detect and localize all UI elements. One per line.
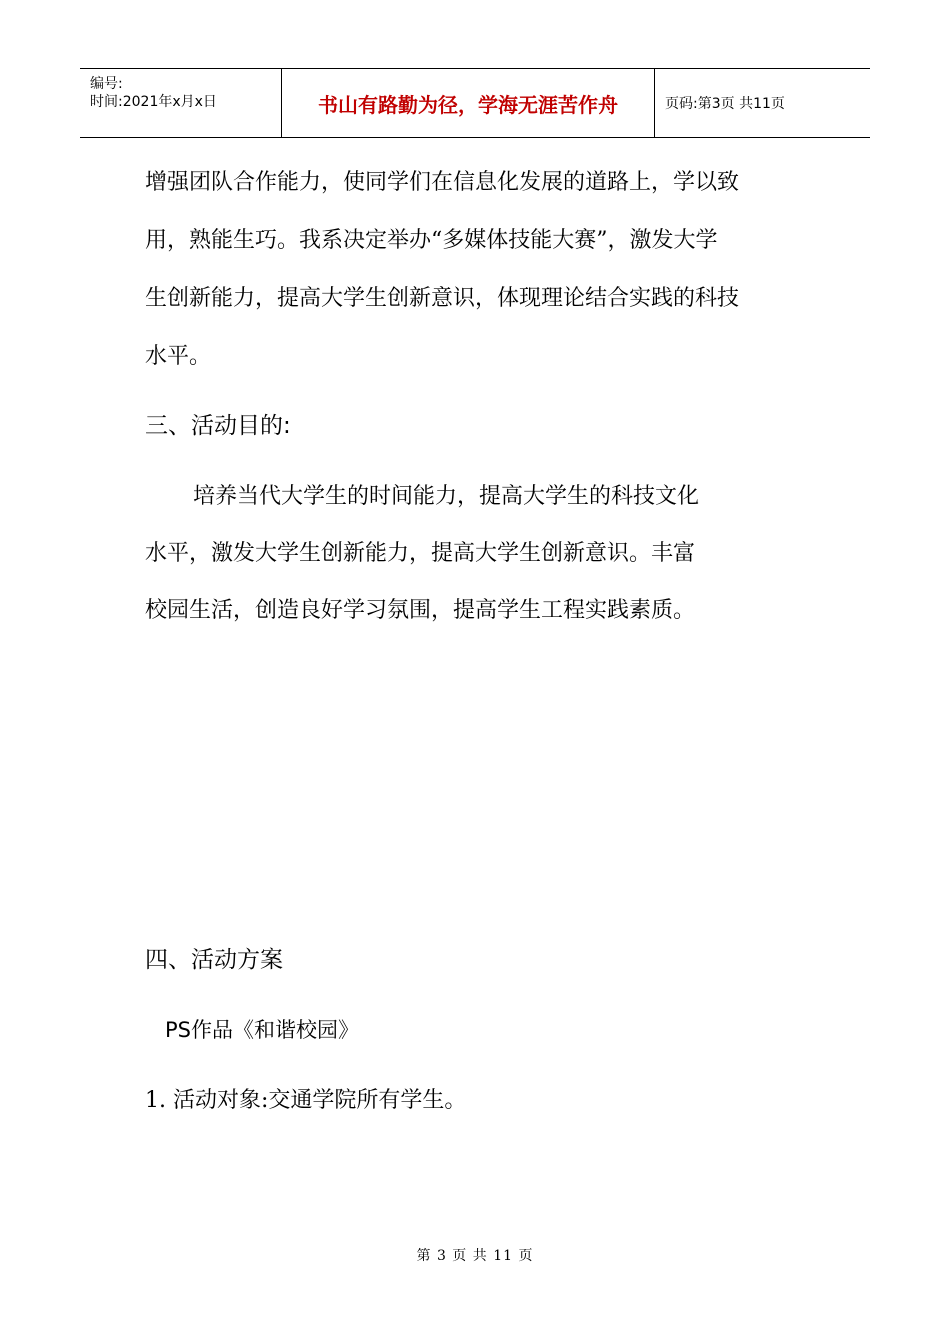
paragraph-line: 水平，激发大学生创新能力，提高大学生创新意识。丰富 xyxy=(145,541,696,566)
work-title: PS作品《和谐校园》 xyxy=(165,1018,359,1042)
paragraph-line: 用，熟能生巧。我系决定举办“多媒体技能大赛”，激发大学 xyxy=(145,228,718,253)
header-meta xyxy=(80,69,282,137)
paragraph-line: 培养当代大学生的时间能力，提高大学生的科技文化 xyxy=(193,484,700,509)
paragraph-line: 增强团队合作能力，使同学们在信息化发展的道路上，学以致 xyxy=(145,170,740,195)
paragraph-line: 生创新能力，提高大学生创新意识，体现理论结合实践的科技 xyxy=(145,286,740,311)
header-motto: 书山有路勤为径，学海无涯苦作舟 xyxy=(282,69,655,137)
header-page-info: 页码:第3页 共11页 xyxy=(665,96,785,112)
time-label: 时间:2021年x月x日 xyxy=(90,94,217,110)
paragraph-line: 水平。 xyxy=(145,344,212,369)
number-label: 编号: xyxy=(90,76,123,92)
page-footer: 第 3 页 共 11 页 xyxy=(416,1248,534,1264)
list-item-1: 1. 活动对象:交通学院所有学生。 xyxy=(145,1088,467,1113)
page-header xyxy=(80,68,870,138)
paragraph-line: 校园生活，创造良好学习氛围，提高学生工程实践素质。 xyxy=(145,598,696,623)
section-heading-4: 四、活动方案 xyxy=(145,947,283,973)
section-heading-3: 三、活动目的: xyxy=(145,413,291,439)
